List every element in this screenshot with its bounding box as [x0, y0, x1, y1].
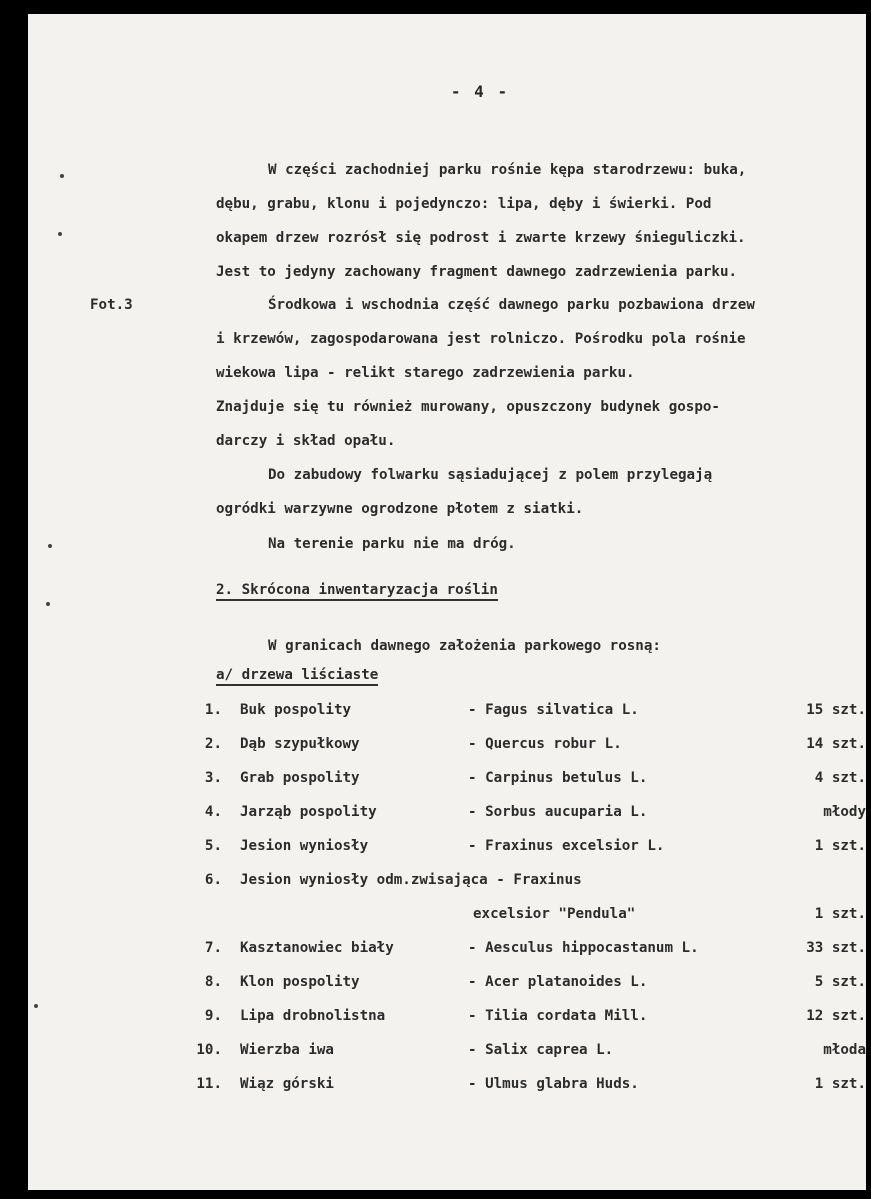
latin-name: - Salix caprea L.: [468, 1042, 614, 1058]
margin-dot: [60, 174, 64, 178]
quantity: 14 szt.: [806, 736, 866, 752]
latin-name: - Quercus robur L.: [468, 736, 622, 752]
latin-name: - Tilia cordata Mill.: [468, 1008, 648, 1024]
common-name: Jesion wyniosły odm.zwisająca - Fraxinus: [240, 872, 582, 888]
quantity: młoda: [823, 1042, 866, 1058]
common-name: Wiąz górski: [240, 1076, 334, 1092]
paragraph-2-line-3: wiekowa lipa - relikt starego zadrzewienia parku.: [216, 365, 635, 381]
paragraph-4: Na terenie parku nie ma dróg.: [268, 536, 516, 552]
latin-name: - Carpinus betulus L.: [468, 770, 648, 786]
quantity: 15 szt.: [806, 702, 866, 718]
table-row: [28, 770, 866, 790]
paragraph-1-line-1: W części zachodniej parku rośnie kępa starodrzewu: buka,: [268, 162, 747, 178]
table-row: [28, 1008, 866, 1028]
quantity: 1 szt.: [814, 1076, 866, 1092]
paragraph-3-line-2: ogródki warzywne ogrodzone płotem z siatki.: [216, 501, 584, 517]
latin-name: - Aesculus hippocastanum L.: [468, 940, 699, 956]
section-subheading: a/ drzewa liściaste: [216, 667, 378, 686]
common-name: Wierzba iwa: [240, 1042, 334, 1058]
paragraph-1-line-4: Jest to jedyny zachowany fragment dawnego zadrzewienia parku.: [216, 264, 738, 280]
quantity: 12 szt.: [806, 1008, 866, 1024]
quantity: 1 szt.: [814, 838, 866, 854]
row-number: 4.: [204, 804, 222, 820]
quantity: młody: [823, 804, 866, 820]
row-number: 10.: [196, 1042, 222, 1058]
common-name: Lipa drobnolistna: [240, 1008, 386, 1024]
common-name: Jarząb pospolity: [240, 804, 377, 820]
paragraph-2-line-1: Środkowa i wschodnia część dawnego parku pozbawiona drzew: [268, 297, 755, 313]
table-row: [28, 872, 866, 892]
margin-dot: [46, 602, 50, 606]
table-row: [28, 906, 866, 926]
table-row: [28, 736, 866, 756]
row-number: 3.: [204, 770, 222, 786]
latin-name: - Fraxinus excelsior L.: [468, 838, 665, 854]
row-number: 9.: [204, 1008, 222, 1024]
table-row: [28, 804, 866, 824]
quantity: 4 szt.: [814, 770, 866, 786]
table-row: [28, 1042, 866, 1062]
margin-note: Fot.3: [90, 297, 133, 313]
quantity: 33 szt.: [806, 940, 866, 956]
row-number: 7.: [204, 940, 222, 956]
common-name: Kasztanowiec biały: [240, 940, 394, 956]
latin-name: excelsior "Pendula": [473, 906, 636, 922]
table-row: [28, 974, 866, 994]
common-name: Grab pospolity: [240, 770, 360, 786]
row-number: 6.: [204, 872, 222, 888]
paragraph-1-line-3: okapem drzew rozrósł się podrost i zwarte krzewy śnieguliczki.: [216, 230, 746, 246]
common-name: Dąb szypułkowy: [240, 736, 360, 752]
row-number: 11.: [196, 1076, 222, 1092]
margin-dot: [48, 544, 52, 548]
common-name: Klon pospolity: [240, 974, 360, 990]
paragraph-1-line-2: dębu, grabu, klonu i pojedynczo: lipa, dęby i świerki. Pod: [216, 196, 712, 212]
row-number: 8.: [204, 974, 222, 990]
section-intro: W granicach dawnego założenia parkowego rosną:: [268, 638, 661, 654]
page-number: - 4 -: [450, 82, 510, 101]
quantity: 5 szt.: [814, 974, 866, 990]
row-number: 2.: [204, 736, 222, 752]
paper-sheet: [28, 14, 866, 1190]
latin-name: - Ulmus glabra Huds.: [468, 1076, 639, 1092]
margin-dot: [58, 232, 62, 236]
paragraph-2-line-4: Znajduje się tu również murowany, opuszczony budynek gospo-: [216, 399, 720, 415]
row-number: 1.: [204, 702, 222, 718]
table-row: [28, 940, 866, 960]
paragraph-3-line-1: Do zabudowy folwarku sąsiadującej z polem przylegają: [268, 467, 713, 483]
latin-name: - Acer platanoides L.: [468, 974, 648, 990]
paragraph-2-line-2: i krzewów, zagospodarowana jest rolniczo. Pośrodku pola rośnie: [216, 331, 746, 347]
table-row: [28, 702, 866, 722]
latin-name: - Fagus silvatica L.: [468, 702, 639, 718]
section-heading: 2. Skrócona inwentaryzacja roślin: [216, 582, 498, 601]
quantity: 1 szt.: [814, 906, 866, 922]
common-name: Jesion wyniosły: [240, 838, 369, 854]
paragraph-2-line-5: darczy i skład opału.: [216, 433, 396, 449]
row-number: 5.: [204, 838, 222, 854]
common-name: Buk pospolity: [240, 702, 352, 718]
table-row: [28, 1076, 866, 1096]
table-row: [28, 838, 866, 858]
latin-name: - Sorbus aucuparia L.: [468, 804, 648, 820]
